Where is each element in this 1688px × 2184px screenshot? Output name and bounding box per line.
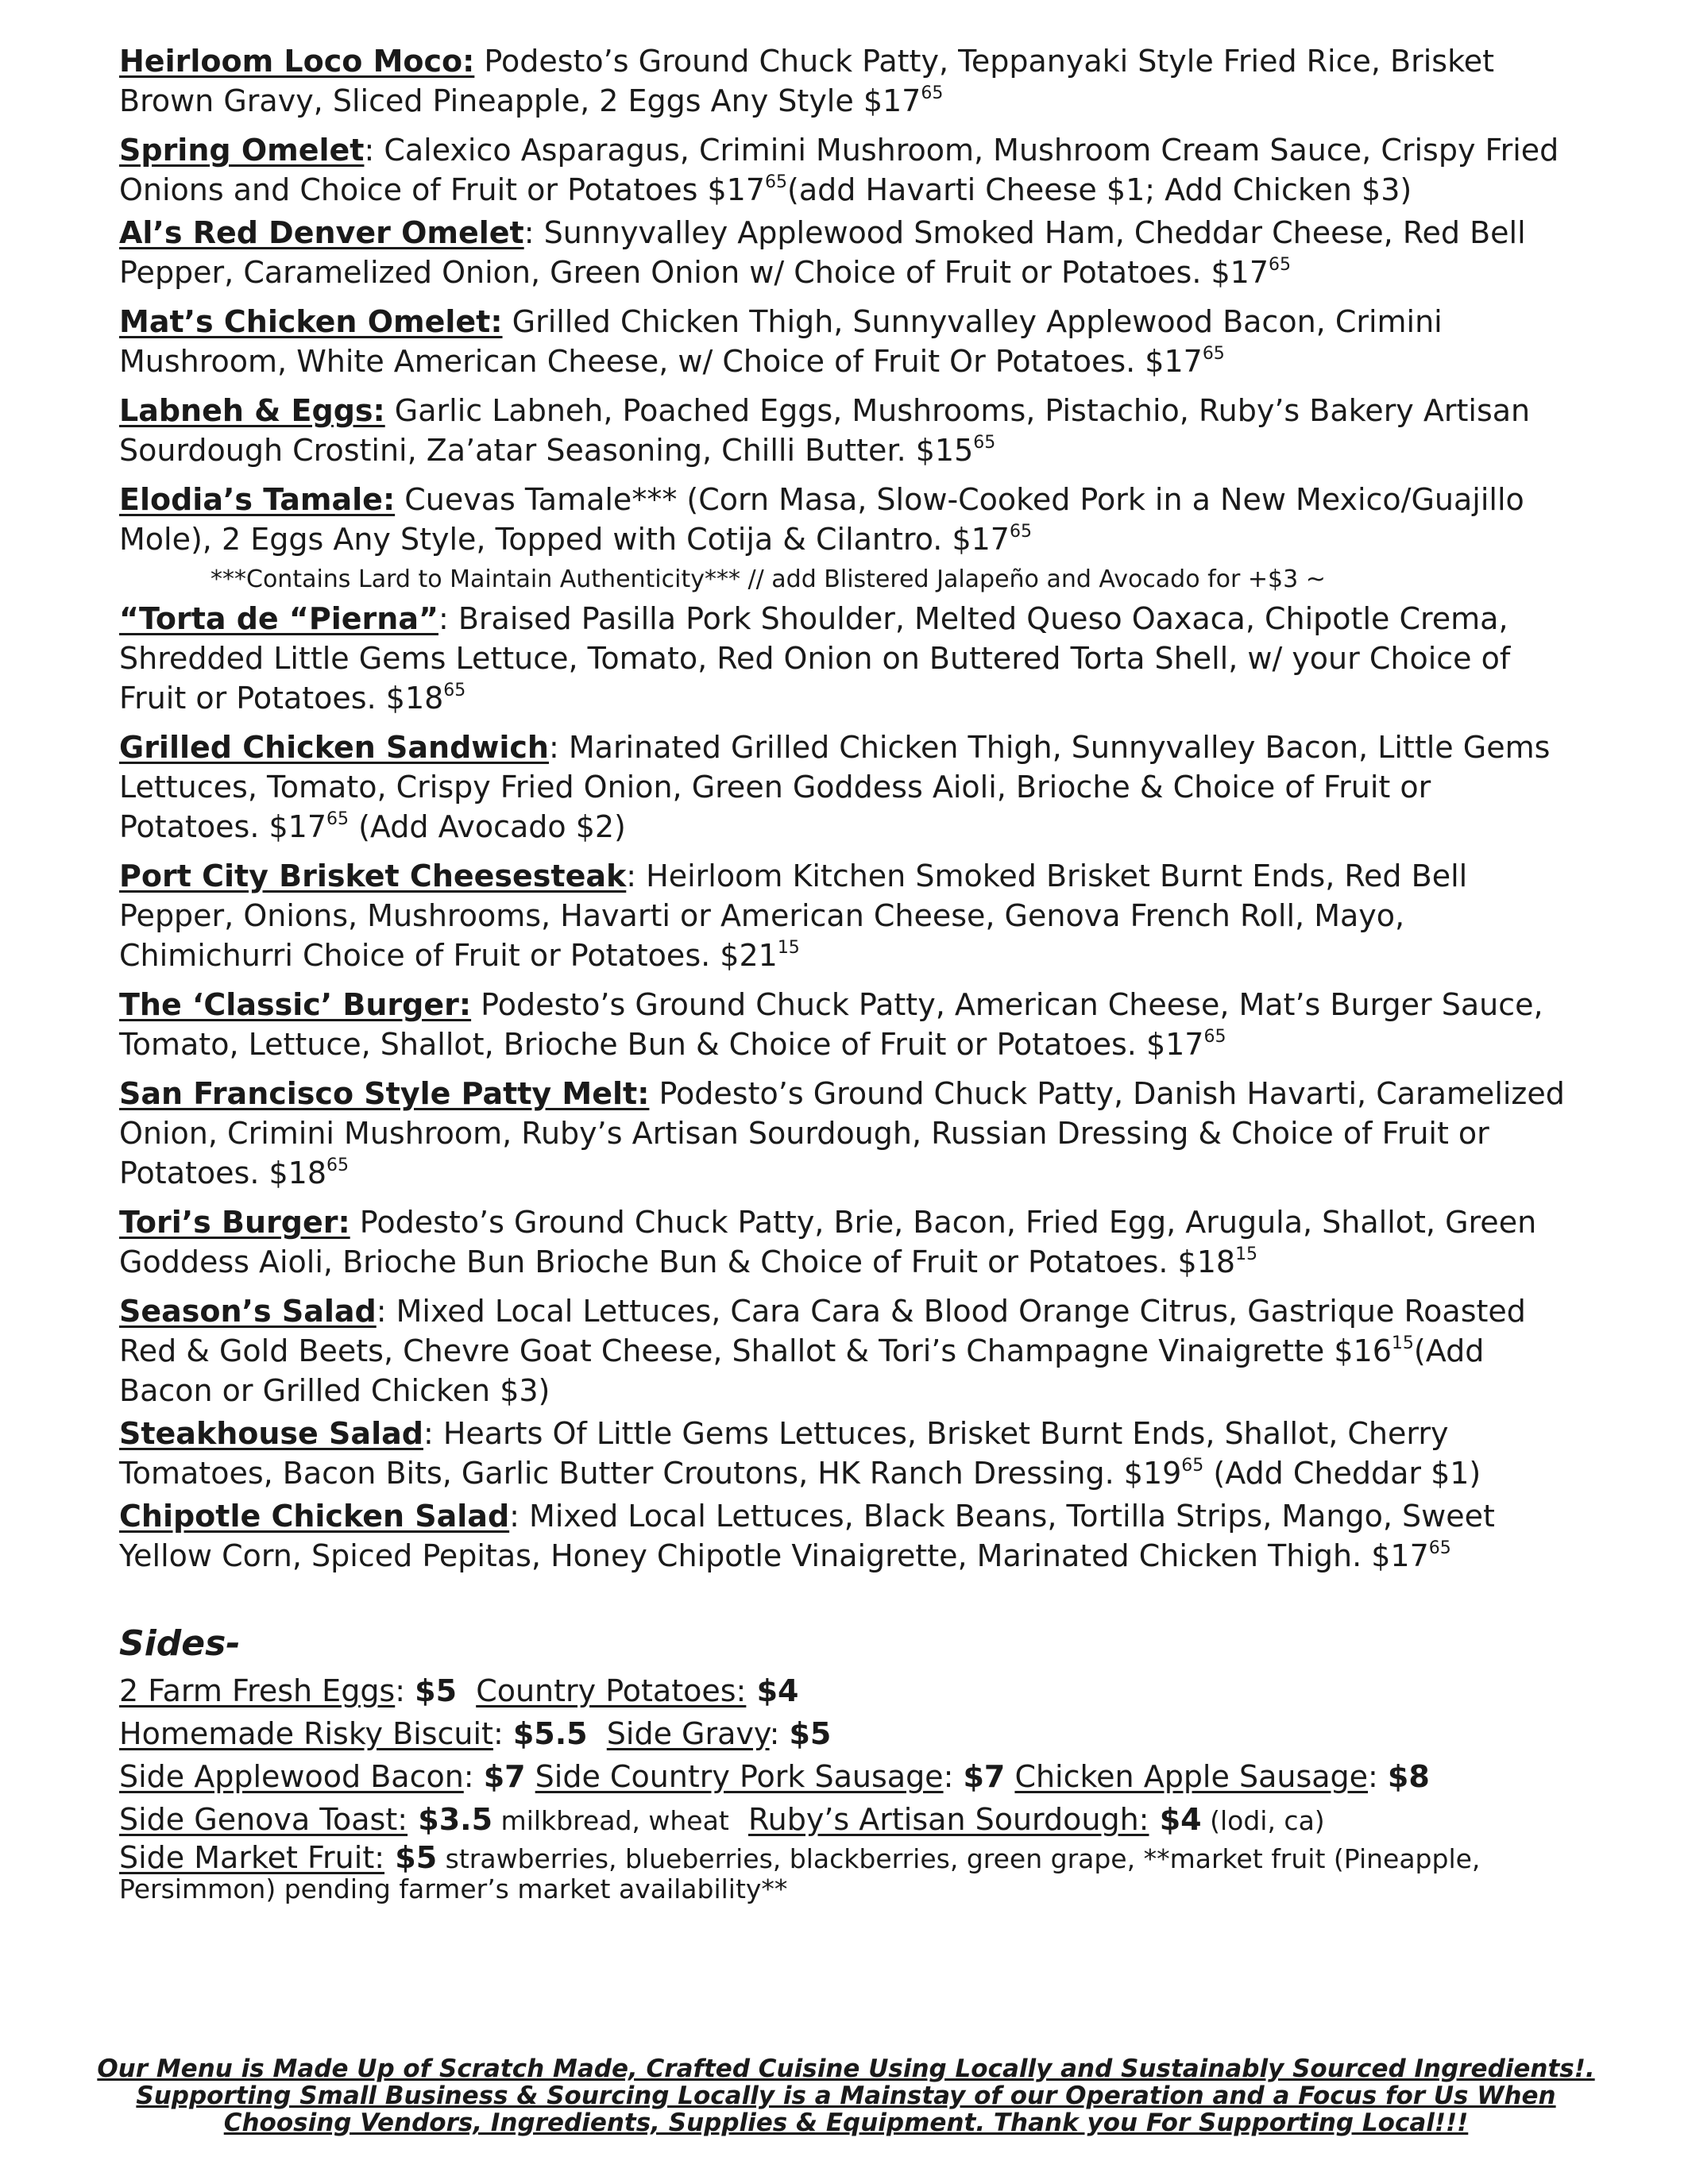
item-addon: (Add Cheddar $1) [1203, 1456, 1481, 1491]
side-chicken-sausage-name: Chicken Apple Sausage [1014, 1759, 1369, 1794]
item-description: Cuevas Tamale*** (Corn Masa, Slow-Cooked Pork in a New Mexico/Guajillo Mole), 2 Eggs Any Style, Topped with Cotija & Cilantro. [119, 482, 1524, 557]
side-eggs-price: $5 [415, 1673, 458, 1708]
sides-row-3: Side Applewood Bacon: $7 Side Country Pork Sausage: $7 Chicken Apple Sausage: $8 [119, 1759, 1430, 1794]
item-description: : Marinated Grilled Chicken Thigh, Sunnyvalley Bacon, Little Gems Lettuces, Tomato, Crispy Fried Onion, Green Goddess Aioli, Brioche & Choice of Fruit or Potatoes. [119, 730, 1551, 844]
side-sausage-name: Side Country Pork Sausage [535, 1759, 944, 1794]
item-name: Elodia’s Tamale: [119, 482, 396, 517]
footer-message [79, 2055, 1613, 2136]
item-name: Heirloom Loco Moco: [119, 44, 475, 79]
item-name: Mat’s Chicken Omelet: [119, 304, 503, 339]
item-description: : Hearts Of Little Gems Lettuces, Brisket Burnt Ends, Shallot, Cherry Tomatoes, Bacon Bits, Garlic Butter Croutons, HK Ranch Dressing. [119, 1416, 1449, 1491]
item-addon: (Add Avocado $2) [349, 809, 626, 844]
side-toast-price: $3.5 [408, 1802, 493, 1837]
side-fruit-desc: strawberries, blueberries, blackberries, green grape, **market fruit (Pineapple, Persimmon) pending farmer’s market availability** [119, 1843, 1481, 1904]
tamale-note: ***Contains Lard to Maintain Authenticity*** // add Blistered Jalapeño and Avocado for +$3 ~ [211, 565, 1326, 593]
menu-item-tamale [119, 480, 1573, 559]
item-price: $\$17^{65}$ [268, 809, 350, 844]
sides-row-5 [119, 1840, 1573, 1904]
item-price: $\$17^{65}$ [1145, 1027, 1226, 1062]
item-description: Podesto’s Ground Chuck Patty, American Cheese, Mat’s Burger Sauce, Tomato, Lettuce, Shallot, Brioche Bun & Choice of Fruit or Potatoes. [119, 987, 1543, 1062]
item-description: : Mixed Local Lettuces, Cara Cara & Blood Orange Citrus, Gastrique Roasted Red & Gold Beets, Chevre Goat Cheese, Shallot & Tori’s Champagne Vinaigrette [119, 1294, 1526, 1368]
item-price: $\$17^{65}$ [952, 522, 1032, 557]
side-gravy-price: $5 [789, 1716, 832, 1751]
footer-line-2: Supporting Small Business & Sourcing Locally is a Mainstay of our Operation and a Focus for Us When [136, 2082, 1556, 2110]
item-price: $\$16^{15}$ [1334, 1333, 1414, 1368]
menu-item-toris-burger [119, 1202, 1573, 1282]
item-name: The ‘Classic’ Burger: [119, 987, 472, 1022]
side-chicken-sausage-price: $8 [1387, 1759, 1430, 1794]
item-description: : Sunnyvalley Applewood Smoked Ham, Cheddar Cheese, Red Bell Pepper, Caramelized Onion, Green Onion w/ Choice of Fruit or Potatoes. [119, 215, 1526, 290]
item-price: $\$19^{65}$ [1123, 1456, 1204, 1491]
footer-line-3: Choosing Vendors, Ingredients, Supplies & Equipment. Thank you For Supporting Local!!! [223, 2109, 1469, 2137]
item-description: Grilled Chicken Thigh, Sunnyvalley Applewood Bacon, Crimini Mushroom, White American Cheese, w/ Choice of Fruit Or Potatoes. [119, 304, 1443, 379]
sides-row-4 [119, 1798, 1573, 1843]
menu-item-chicken-omelet [119, 302, 1573, 381]
menu-item-chicken-sandwich [119, 727, 1573, 847]
item-description: : Mixed Local Lettuces, Black Beans, Tortilla Strips, Mango, Sweet Yellow Corn, Spiced Pepitas, Honey Chipotle Vinaigrette, Marinated Chicken Thigh. [119, 1499, 1495, 1573]
side-biscuit-name: Homemade Risky Biscuit [119, 1716, 493, 1751]
item-description: Podesto’s Ground Chuck Patty, Danish Havarti, Caramelized Onion, Crimini Mushroom, Ruby’s Artisan Sourdough, Russian Dressing & Choice of Fruit or Potatoes. [119, 1076, 1565, 1190]
sides-row-2: Homemade Risky Biscuit: $5.5 Side Gravy: $5 [119, 1716, 832, 1751]
side-toast-name: Side Genova Toast: [119, 1802, 408, 1837]
menu-page [119, 41, 1573, 1904]
menu-item-patty-melt [119, 1074, 1573, 1193]
sides-row-1: 2 Farm Fresh Eggs: $5 Country Potatoes: $4 [119, 1673, 799, 1708]
item-price: $\$15^{65}$ [915, 433, 996, 468]
item-name: San Francisco Style Patty Melt: [119, 1076, 650, 1111]
item-description: Podesto’s Ground Chuck Patty, Teppanyaki Style Fried Rice, Brisket Brown Gravy, Sliced Pineapple, 2 Eggs Any Style [119, 44, 1495, 118]
item-name: Season’s Salad [119, 1294, 377, 1329]
item-description: Podesto’s Ground Chuck Patty, Brie, Bacon, Fried Egg, Arugula, Shallot, Green Goddess Aioli, Brioche Bun Brioche Bun & Choice of Fruit or Potatoes. [119, 1205, 1537, 1279]
menu-item-cheesesteak [119, 856, 1573, 975]
side-sourdough-name: Ruby’s Artisan Sourdough: [747, 1802, 1149, 1837]
side-gravy-name: Side Gravy [606, 1716, 770, 1751]
item-name: Steakhouse Salad [119, 1416, 423, 1451]
item-price: $\$21^{15}$ [720, 938, 800, 973]
item-name: Tori’s Burger: [119, 1205, 350, 1240]
item-name: Grilled Chicken Sandwich [119, 730, 549, 765]
side-sourdough-desc: (lodi, ca) [1201, 1805, 1325, 1836]
item-addon: (add Havarti Cheese $1; Add Chicken $3) [787, 172, 1412, 207]
item-price: $\$17^{65}$ [1211, 255, 1292, 290]
side-eggs-name: 2 Farm Fresh Eggs [119, 1673, 396, 1708]
item-price: $\$17^{65}$ [863, 83, 944, 118]
side-biscuit-price: $5.5 [512, 1716, 588, 1751]
side-bacon-price: $7 [483, 1759, 526, 1794]
side-fruit-price: $5 [384, 1840, 438, 1875]
menu-item-labneh-eggs [119, 391, 1573, 470]
item-name: Spring Omelet [119, 133, 365, 168]
menu-item-torta [119, 599, 1573, 718]
item-description: Garlic Labneh, Poached Eggs, Mushrooms, Pistachio, Ruby’s Bakery Artisan Sourdough Crostini, Za’atar Seasoning, Chilli Butter. [119, 393, 1531, 468]
item-addon: (Add Bacon or Grilled Chicken $3) [119, 1333, 1485, 1408]
item-description: : Heirloom Kitchen Smoked Brisket Burnt Ends, Red Bell Pepper, Onions, Mushrooms, Havarti or American Cheese, Genova French Roll, Mayo, Chimichurri Choice of Fruit or Potatoes. [119, 859, 1468, 973]
item-description: : Calexico Asparagus, Crimini Mushroom, Mushroom Cream Sauce, Crispy Fried Onions and Choice of Fruit or Potatoes [119, 133, 1559, 207]
item-name: Chipotle Chicken Salad [119, 1499, 510, 1534]
side-toast-desc: milkbread, wheat [492, 1805, 729, 1836]
sides-heading: Sides- [119, 1623, 241, 1664]
menu-item-chipotle-salad [119, 1496, 1573, 1576]
item-name: “Torta de “Pierna” [119, 601, 438, 636]
menu-item-classic-burger [119, 985, 1573, 1064]
item-description: : Braised Pasilla Pork Shoulder, Melted Queso Oaxaca, Chipotle Crema, Shredded Little Gems Lettuce, Tomato, Red Onion on Buttered Torta Shell, w/ your Choice of Fruit or Potatoes. [119, 601, 1511, 716]
item-price: $\$17^{65}$ [707, 172, 788, 207]
menu-item-denver-omelet [119, 213, 1573, 292]
item-price: $\$18^{65}$ [385, 681, 466, 716]
menu-item-spring-omelet [119, 130, 1573, 210]
item-price: $\$17^{65}$ [1145, 344, 1225, 379]
menu-item-seasons-salad [119, 1291, 1573, 1410]
side-sausage-price: $7 [963, 1759, 1006, 1794]
side-bacon-name: Side Applewood Bacon [119, 1759, 464, 1794]
side-sourdough-price: $4 [1149, 1802, 1202, 1837]
item-name: Labneh & Eggs: [119, 393, 385, 428]
side-potatoes-price: $4 [746, 1673, 799, 1708]
item-name: Al’s Red Denver Omelet [119, 215, 524, 250]
footer-line-1: Our Menu is Made Up of Scratch Made, Crafted Cuisine Using Locally and Sustainably Sourced Ingredients!. [97, 2055, 1595, 2083]
menu-item-loco-moco [119, 41, 1573, 121]
menu-item-steakhouse-salad [119, 1414, 1573, 1493]
item-price: $\$18^{65}$ [268, 1156, 350, 1190]
item-price: $\$18^{15}$ [1177, 1244, 1258, 1279]
side-fruit-name: Side Market Fruit: [119, 1840, 385, 1875]
side-potatoes-name: Country Potatoes: [476, 1673, 747, 1708]
item-price: $\$17^{65}$ [1371, 1538, 1451, 1573]
item-name: Port City Brisket Cheesesteak [119, 859, 627, 893]
